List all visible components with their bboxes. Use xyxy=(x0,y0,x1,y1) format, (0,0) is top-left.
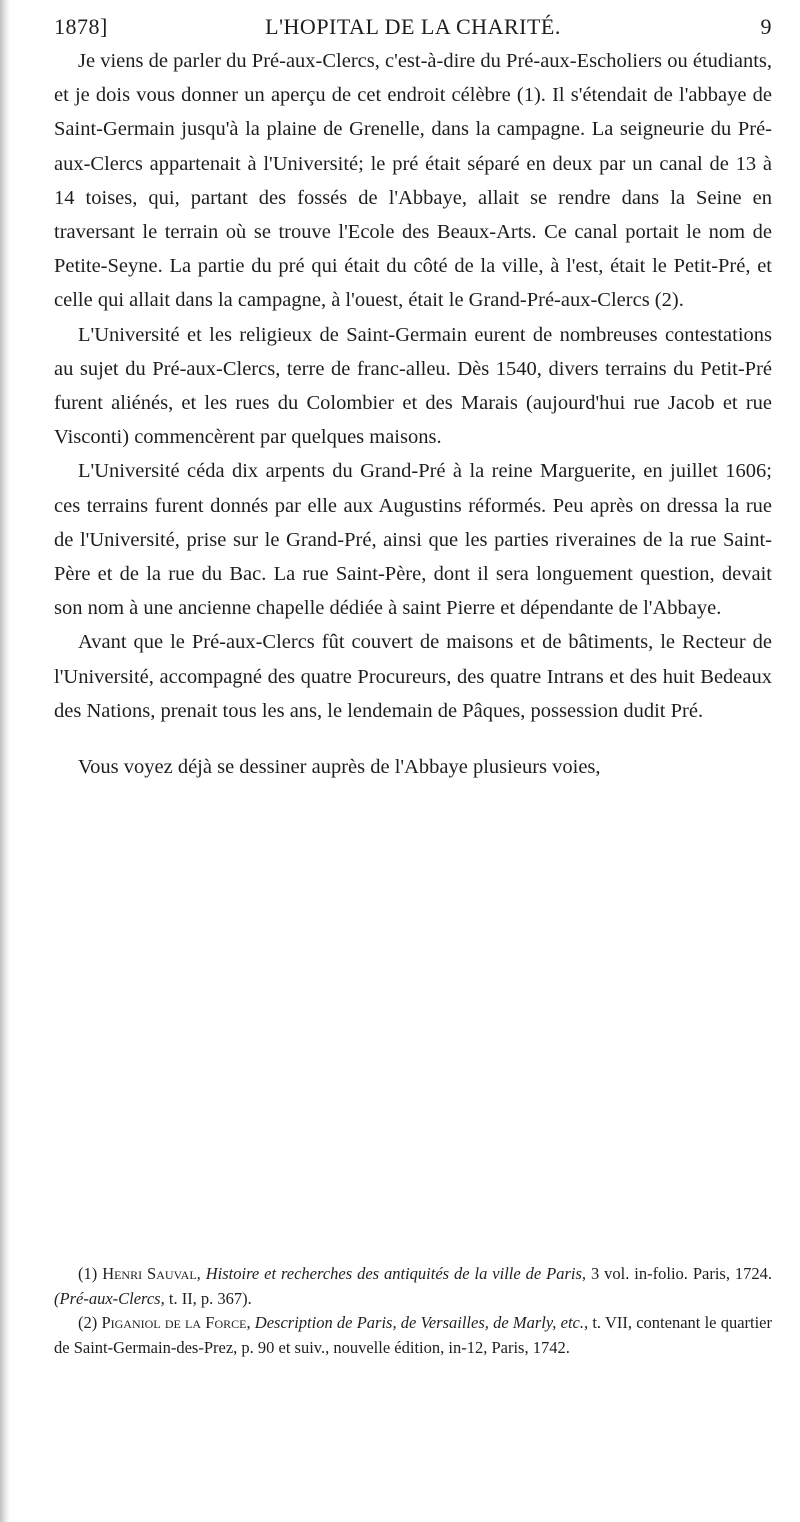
paragraph: L'Université céda dix arpents du Grand-Pré à la reine Marguerite, en juillet 1606; ces terrains furent donnés par elle aux Augustins réformés. Peu après on dressa la rue de l'Université, prise sur le Grand-Pré, ainsi que les parties riveraines de la rue Saint-Père et de la rue du Bac. La rue Saint-Père, dont il sera longuement question, devait son nom à une ancienne chapelle dédiée à saint Pierre et dépendante de l'Abbaye. xyxy=(54,460,772,620)
footnote-author: Henri Sauval, xyxy=(102,1264,201,1283)
paragraph: L'Université et les religieux de Saint-Germain eurent de nombreuses contestations au sujet du Pré-aux-Clercs, terre de franc-alleu. Dès 1540, divers terrains du Petit-Pré furent aliénés, et les rues du Colombier et des Marais (aujourd'hui rue Jacob et rue Visconti) commencèrent par quelques maisons. xyxy=(54,323,772,449)
running-head-year: 1878] xyxy=(54,14,108,39)
footnote-details: t. VII, contenant le quartier de Saint-Germain-des-Prez, p. 90 et suiv., nouvelle édition, in-12, Paris, 1742. xyxy=(54,1313,772,1357)
running-head xyxy=(54,14,772,44)
footnote-author: Piganiol de la Force, xyxy=(101,1313,251,1333)
footnote xyxy=(54,1262,772,1311)
book-spine-shadow xyxy=(0,0,10,1522)
page-number: 9 xyxy=(760,14,772,39)
body-text xyxy=(54,44,772,784)
footnote-marker: (2) xyxy=(78,1313,98,1333)
paragraph: Vous voyez déjà se dessiner auprès de l'Abbaye plusieurs voies, xyxy=(78,756,601,779)
running-head-title: L'HOPITAL DE LA CHARITÉ. xyxy=(265,14,561,39)
footnote-title: Histoire et recherches des antiquités de la ville de Paris, xyxy=(205,1264,587,1283)
paragraph: Je viens de parler du Pré-aux-Clercs, c'est-à-dire du Pré-aux-Escholiers ou étudiants, et je dois vous donner un aperçu de cet endroit célèbre (1). Il s'étendait de l'abbaye de Saint-Germain jusqu'à la plaine de Grenelle, dans la campagne. La seigneurie du Pré-aux-Clercs appartenait à l'Université; le pré était séparé en deux par un canal de 13 à 14 toises, qui, partant des fossés de l'Abbaye, allait se rendre dans la Seine en traversant le terrain où se trouve l'Ecole des Beaux-Arts. Ce canal portait le nom de Petite-Seyne. La partie du pré qui était du côté de la ville, à l'est, était le Petit-Pré, et celle qui allait dans la campagne, à l'ouest, était le Grand-Pré-aux-Clercs (2). xyxy=(54,50,772,312)
footnote-ref: t. II, p. 367). xyxy=(168,1288,252,1308)
footnote-note: (Pré-aux-Clercs, xyxy=(54,1288,165,1308)
paragraph: Avant que le Pré-aux-Clercs fût couvert de maisons et de bâtiments, le Recteur de l'Université, accompagné des quatre Procureurs, des quatre Intrans et des huit Bedeaux des Nations, prenait tous les ans, le lendemain de Pâques, possession dudit Pré. xyxy=(54,631,772,722)
footnote-marker: (1) xyxy=(78,1264,98,1283)
footnotes xyxy=(54,1262,772,1360)
footnote-details: 3 vol. in-folio. Paris, 1724. xyxy=(590,1264,773,1283)
footnote xyxy=(54,1311,772,1360)
footnote-title: Description de Paris, de Versailles, de Marly, etc., xyxy=(254,1313,589,1333)
